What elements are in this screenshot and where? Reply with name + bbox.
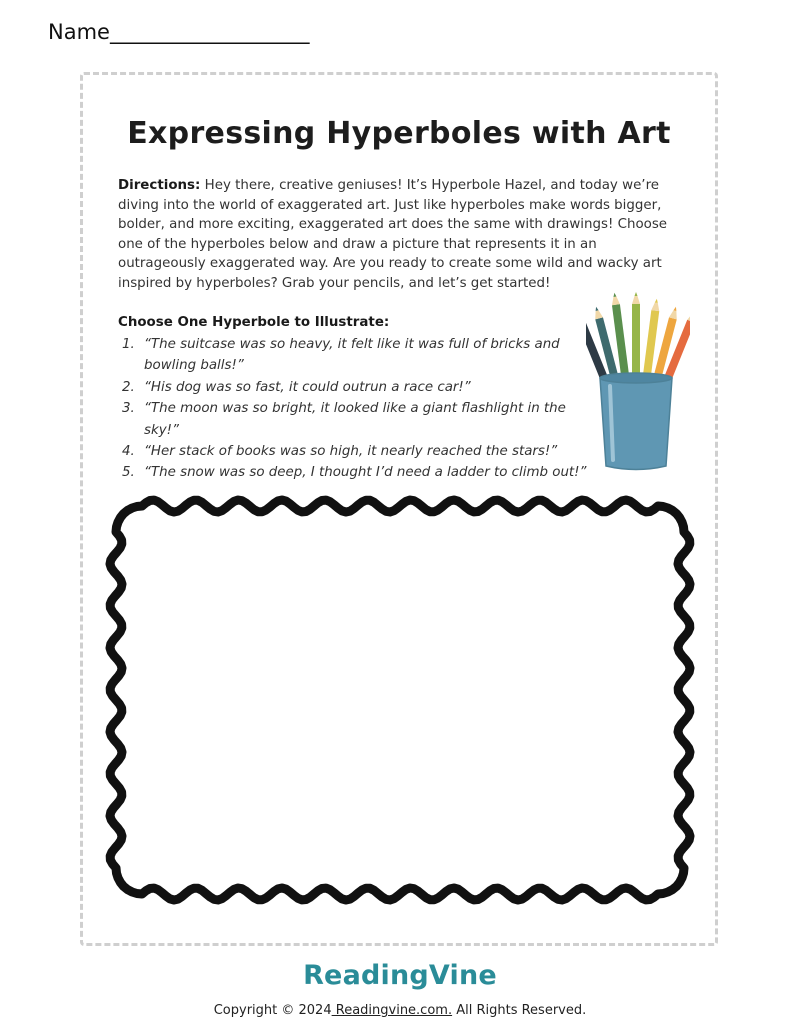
hyperbole-list	[118, 334, 598, 484]
list-item	[118, 377, 598, 398]
pencil-tip	[595, 306, 599, 311]
list-item	[118, 462, 598, 483]
copyright-link[interactable]: Readingvine.com.	[331, 1003, 453, 1018]
item-number: 5.	[122, 465, 135, 481]
directions-paragraph	[118, 176, 684, 294]
hyperbole-text: “The snow was so deep, I thought I’d need a ladder to climb out!”	[144, 465, 587, 481]
cup-rim	[600, 373, 672, 383]
pencil-tip	[673, 306, 677, 311]
pencil-wood	[632, 296, 640, 304]
pencil-cup-icon	[586, 292, 690, 474]
pencil-tip	[635, 292, 638, 296]
copyright-text	[0, 1003, 800, 1018]
item-number: 1.	[122, 337, 135, 352]
directions-text: Hey there, creative geniuses! It’s Hyperbole Hazel, and today we’re diving into the world of exaggerated art. Just like hyperboles make words bigger, bolder, and more exciting, exaggerated art does the same with drawings! Choose one of the hyperboles below and draw a picture that represents it in an outrageously exaggerated way. Are you ready to create some wild and wacky art inspired by hyperboles? Grab your pencils, and let’s get started!	[118, 178, 668, 291]
hyperbole-text: “The moon was so bright, it looked like a giant flashlight in the sky!”	[144, 401, 566, 438]
hyperbole-text: “His dog was so fast, it could outrun a race car!”	[144, 379, 471, 395]
hyperbole-text: “The suitcase was so heavy, it felt like it was full of bricks and bowling balls!”	[144, 337, 560, 374]
item-number: 3.	[122, 401, 135, 417]
hyperbole-text: “Her stack of books was so high, it nearly reached the stars!”	[144, 444, 558, 460]
drawing-area[interactable]	[104, 494, 696, 906]
pencil-wood	[611, 296, 620, 305]
list-item	[118, 441, 598, 462]
copyright-suffix: All Rights Reserved.	[452, 1003, 587, 1018]
pencil-wood	[651, 302, 660, 311]
copyright-prefix: Copyright © 2024	[213, 1003, 332, 1018]
wavy-frame-border	[110, 500, 690, 900]
list-item	[118, 398, 598, 441]
directions-label: Directions:	[118, 178, 201, 193]
list-item	[118, 334, 598, 377]
choose-heading: Choose One Hyperbole to Illustrate:	[118, 315, 390, 330]
name-blank[interactable]: ___________________	[109, 20, 310, 44]
worksheet-title: Expressing Hyperboles with Art	[127, 116, 671, 151]
pencil-tip	[655, 299, 658, 303]
item-number: 4.	[122, 444, 135, 460]
name-field[interactable]	[48, 20, 309, 44]
item-number: 2.	[122, 379, 135, 395]
brand-logo: ReadingVine	[303, 960, 497, 991]
name-label: Name	[48, 20, 110, 44]
pencil-tip	[613, 293, 616, 297]
